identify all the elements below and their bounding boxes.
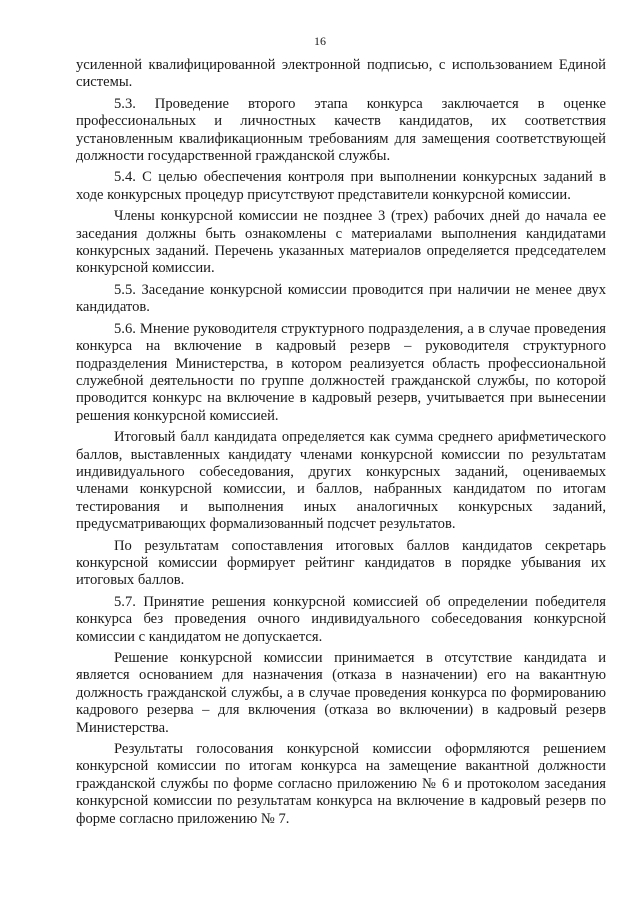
paragraph-final-score: Итоговый балл кандидата определяется как сумма среднего арифметического баллов, выставленных кандидату членами конкурсной комиссии по результатам индивидуального собеседования, других конкурсных заданий, оцениваемых членами конкурсной комиссии, и баллов, набранных кандидатом по итогам тестирования и выполнения иных аналогичных конкурсных заданий, предусматривающих формализованный подсчет результатов.	[76, 429, 606, 533]
paragraph-continuation: усиленной квалифицированной электронной подписью, с использованием Единой системы.	[76, 57, 606, 91]
paragraph-rating: По результатам сопоставления итоговых баллов кандидатов секретарь конкурсной комиссии формирует рейтинг кандидатов в порядке убывания их итоговых баллов.	[76, 537, 606, 589]
paragraph-5-4: 5.4. С целью обеспечения контроля при выполнении конкурсных заданий в ходе конкурсных процедур присутствуют представители конкурсной комиссии.	[76, 169, 606, 203]
paragraph-5-7: 5.7. Принятие решения конкурсной комиссией об определении победителя конкурса без проведения очного индивидуального собеседования конкурсной комиссии с кандидатом не допускается.	[76, 593, 606, 645]
paragraph-5-6: 5.6. Мнение руководителя структурного подразделения, а в случае проведения конкурса на включение в кадровый резерв – руководителя структурного подразделения Министерства, в котором реализуется область профессиональной служебной деятельности по группе должностей гражданской службы, по которой проводится конкурс на включение в кадровый резерв, учитывается при вынесении решения конкурсной комиссией.	[76, 320, 606, 424]
document-body	[76, 57, 606, 832]
paragraph-decision: Решение конкурсной комиссии принимается в отсутствие кандидата и является основанием для назначения (отказа в назначении) его на вакантную должность гражданской службы, а в случае проведения конкурса по формированию кадрового резерва – для включения (отказа во включении) в кадровый резерв Министерства.	[76, 650, 606, 736]
paragraph-commission-members: Члены конкурсной комиссии не позднее 3 (трех) рабочих дней до начала ее заседания должны быть ознакомлены с материалами выполнения кандидатами конкурсных заданий. Перечень указанных материалов определяется председателем конкурсной комиссии.	[76, 208, 606, 277]
page-number: 16	[314, 34, 326, 48]
paragraph-voting-results: Результаты голосования конкурсной комиссии оформляются решением конкурсной комиссии по итогам конкурса на замещение вакантной должности гражданской службы по форме согласно приложению № 6 и протоколом заседания конкурсной комиссии по результатам конкурса на включение в кадровый резерв по форме согласно приложению № 7.	[76, 741, 606, 827]
paragraph-5-3: 5.3. Проведение второго этапа конкурса заключается в оценке профессиональных и личностных качеств кандидатов, их соответствия установленным квалификационным требованиям для замещения соответствующей должности государственной гражданской службы.	[76, 95, 606, 165]
paragraph-5-5: 5.5. Заседание конкурсной комиссии проводится при наличии не менее двух кандидатов.	[76, 281, 606, 316]
